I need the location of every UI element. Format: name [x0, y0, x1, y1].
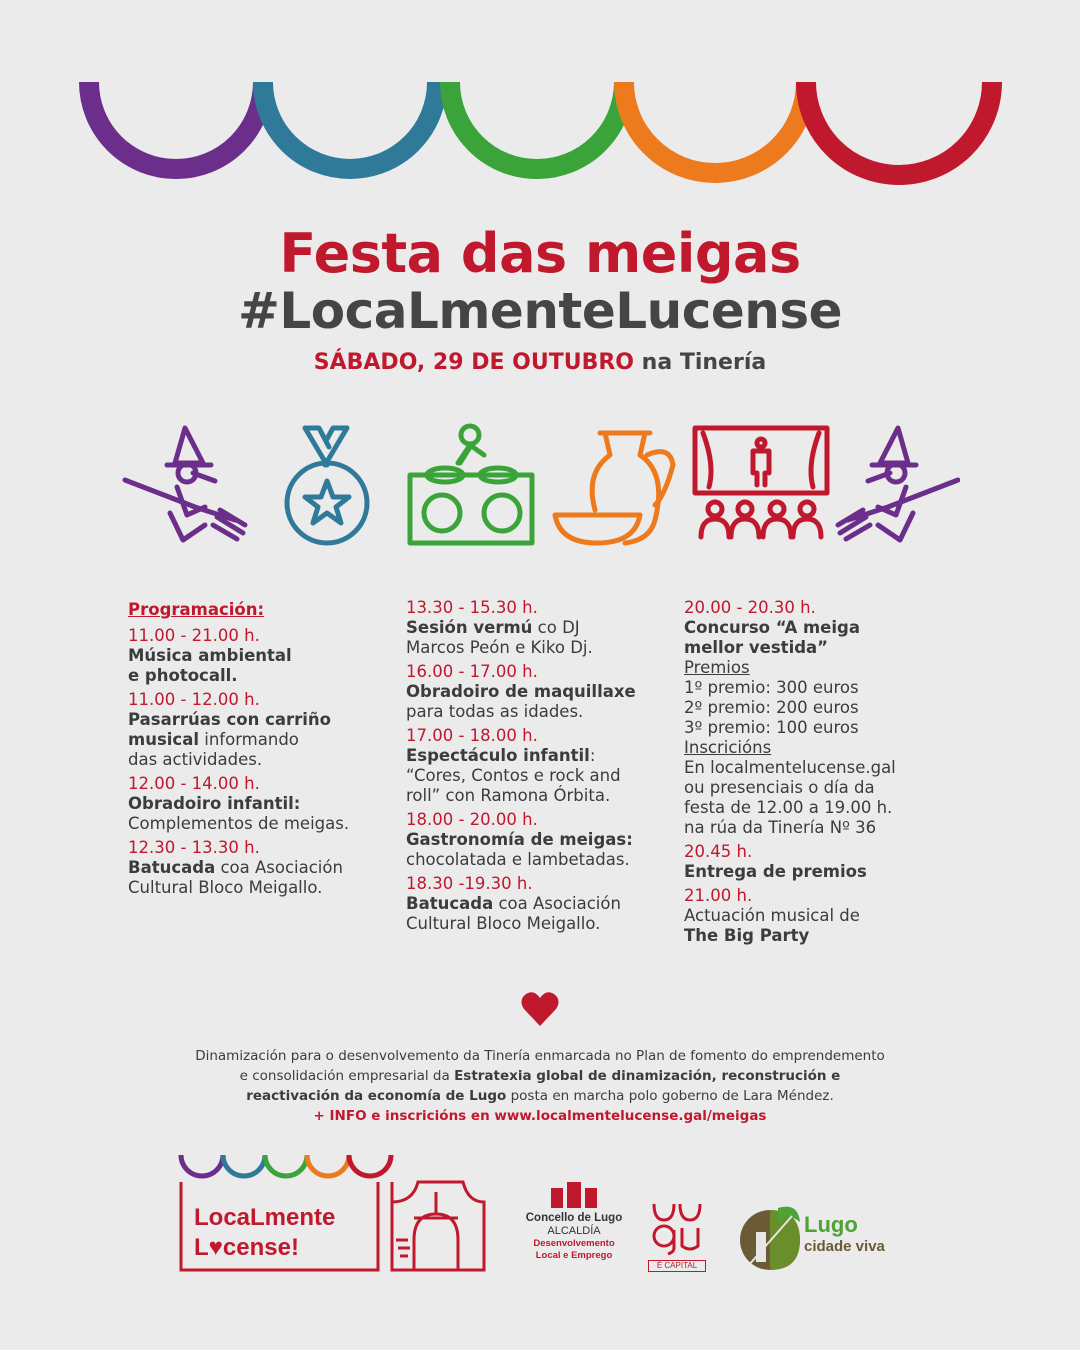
time-slot: 12.00 - 14.00 h. [128, 774, 260, 793]
activity-text: coa Asociación [215, 858, 343, 877]
localmente-lucense-logo [178, 1152, 488, 1274]
activity-text: informando [199, 730, 299, 749]
activity-title: Gastronomía de meigas: [406, 830, 633, 849]
program-column-3 [684, 598, 949, 946]
footer-line [0, 1066, 1080, 1086]
desenvolvemento-text: Desenvolvemento [533, 1238, 615, 1249]
activity-title: Batucada [128, 858, 216, 877]
footer-text-span: e consolidación empresarial da [239, 1068, 455, 1084]
activity-title: Sesión vermú [406, 618, 533, 637]
registrations-label: Inscricións [684, 738, 772, 757]
footer-bold-span: Estratexia global de dinamización, reconstrución e [454, 1068, 841, 1084]
activity-text: roll” con Ramona Órbita. [406, 786, 611, 805]
pottery-icon [555, 433, 673, 543]
activity-text: das actividades. [128, 750, 263, 769]
event-date [0, 350, 1080, 375]
footer-line [0, 1086, 1080, 1106]
time-slot: 18.00 - 20.00 h. [406, 810, 538, 829]
activity-title: Obradoiro infantil: [128, 794, 301, 813]
activity-title: Batucada [406, 894, 494, 913]
activity-text: “Cores, Contos e rock and [406, 766, 621, 785]
activity-text: Cultural Bloco Meigallo. [128, 878, 323, 897]
activity-text: co DJ [532, 618, 580, 637]
footer-text [0, 1046, 1080, 1126]
lucense-text [194, 1234, 299, 1262]
time-slot: 20.00 - 20.30 h. [684, 598, 816, 617]
lugo-text: Lugo [804, 1212, 858, 1237]
capital-text: É CAPITAL [648, 1260, 706, 1272]
activity-text: : [589, 746, 596, 765]
time-slot: 11.00 - 12.00 h. [128, 690, 260, 709]
activity-title: Pasarrúas con carriño [128, 710, 331, 729]
event-title: Festa das meigas [279, 222, 801, 285]
blue-arc [263, 82, 437, 169]
activity-title: Música ambiental [128, 646, 292, 665]
activity-text: Marcos Peón e Kiko Dj. [406, 638, 593, 657]
lugo-cidade-viva-logo [738, 1202, 908, 1274]
time-slot: 17.00 - 18.00 h. [406, 726, 538, 745]
hashtag-title: #LocaLmenteLucense [237, 282, 843, 340]
lucense-rest: cense! [222, 1234, 299, 1261]
top-arcs-decoration [0, 0, 1080, 200]
activity-icons [120, 420, 960, 550]
activity-text: Cultural Bloco Meigallo. [406, 914, 601, 933]
footer-bold-span: reactivación da economía de Lugo [246, 1088, 507, 1104]
registration-line: festa de 12.00 a 19.00 h. [684, 798, 893, 817]
dj-icon [410, 426, 532, 543]
tower-icon [549, 1178, 599, 1208]
program-column-1 [128, 600, 393, 898]
activity-line [128, 858, 393, 878]
alcaldia-text: ALCALDÍA [547, 1225, 601, 1237]
activity-title: Entrega de premios [684, 862, 867, 881]
prize-item: 2º premio: 200 euros [684, 698, 859, 717]
time-slot: 12.30 - 13.30 h. [128, 838, 260, 857]
time-slot: 16.00 - 17.00 h. [406, 662, 538, 681]
time-slot: 11.00 - 21.00 h. [128, 626, 260, 645]
concello-text: Concello de Lugo [525, 1212, 623, 1224]
activity-text: coa Asociación [493, 894, 621, 913]
time-slot: 18.30 -19.30 h. [406, 874, 533, 893]
footer-text-span: posta en marcha polo goberno de Lara Méndez. [506, 1088, 834, 1104]
contest-title: mellor vestida” [684, 638, 829, 657]
activity-text: chocolatada e lambetadas. [406, 850, 630, 869]
time-slot: 20.45 h. [684, 842, 753, 861]
program-heading: Programación: [128, 600, 265, 619]
concello-lugo-logo [510, 1178, 638, 1273]
venue-text: na Tinería [634, 350, 767, 375]
e-capital-logo [648, 1200, 706, 1272]
witch-icon [838, 428, 958, 540]
activity-line [406, 746, 671, 766]
time-slot: 21.00 h. [684, 886, 753, 905]
prize-item: 3º premio: 100 euros [684, 718, 859, 737]
contest-title: Concurso “A meiga [684, 618, 860, 637]
green-arc [450, 82, 624, 169]
prize-item: 1º premio: 300 euros [684, 678, 859, 697]
witch-icon [125, 428, 245, 540]
heart-icon [520, 990, 560, 1028]
activity-title: Espectáculo infantil [406, 746, 590, 765]
activity-line [128, 730, 393, 750]
medal-icon [287, 428, 367, 543]
red-arc [806, 82, 992, 175]
activity-title: Obradoiro de maquillaxe [406, 682, 636, 701]
activity-title: e photocall. [128, 666, 238, 685]
band-name: The Big Party [684, 926, 810, 945]
activity-title: musical [128, 730, 199, 749]
lucense-letter: L [194, 1234, 209, 1261]
registration-line: ou presenciais o día da [684, 778, 875, 797]
cidade-viva-text: cidade viva [804, 1238, 885, 1255]
activity-line [406, 894, 671, 914]
local-emprego-text: Local e Emprego [535, 1250, 613, 1261]
capital-mark-icon [648, 1200, 706, 1256]
orange-arc [624, 82, 806, 173]
localmente-text: LocaLmente [194, 1204, 336, 1231]
activity-text: Actuación musical de [684, 906, 860, 925]
prizes-label: Premios [684, 658, 750, 677]
info-link[interactable]: + INFO e inscricións en www.localmentelucense.gal/meigas [313, 1108, 767, 1124]
footer-line: Dinamización para o desenvolvemento da Tinería enmarcada no Plan de fomento do emprendemento [195, 1048, 885, 1064]
theater-icon [695, 428, 827, 537]
program-column-2 [406, 598, 671, 934]
registration-line: En localmentelucense.gal [684, 758, 896, 777]
heart-icon: ♥ [208, 1234, 223, 1261]
activity-line [406, 618, 671, 638]
activity-text: para todas as idades. [406, 702, 584, 721]
activity-text: Complementos de meigas. [128, 814, 350, 833]
time-slot: 13.30 - 15.30 h. [406, 598, 538, 617]
date-text: SÁBADO, 29 DE OUTUBRO [313, 350, 635, 375]
registration-line: na rúa da Tinería Nº 36 [684, 818, 877, 837]
lugo-wall-icon [738, 1202, 802, 1272]
purple-arc [89, 82, 263, 169]
